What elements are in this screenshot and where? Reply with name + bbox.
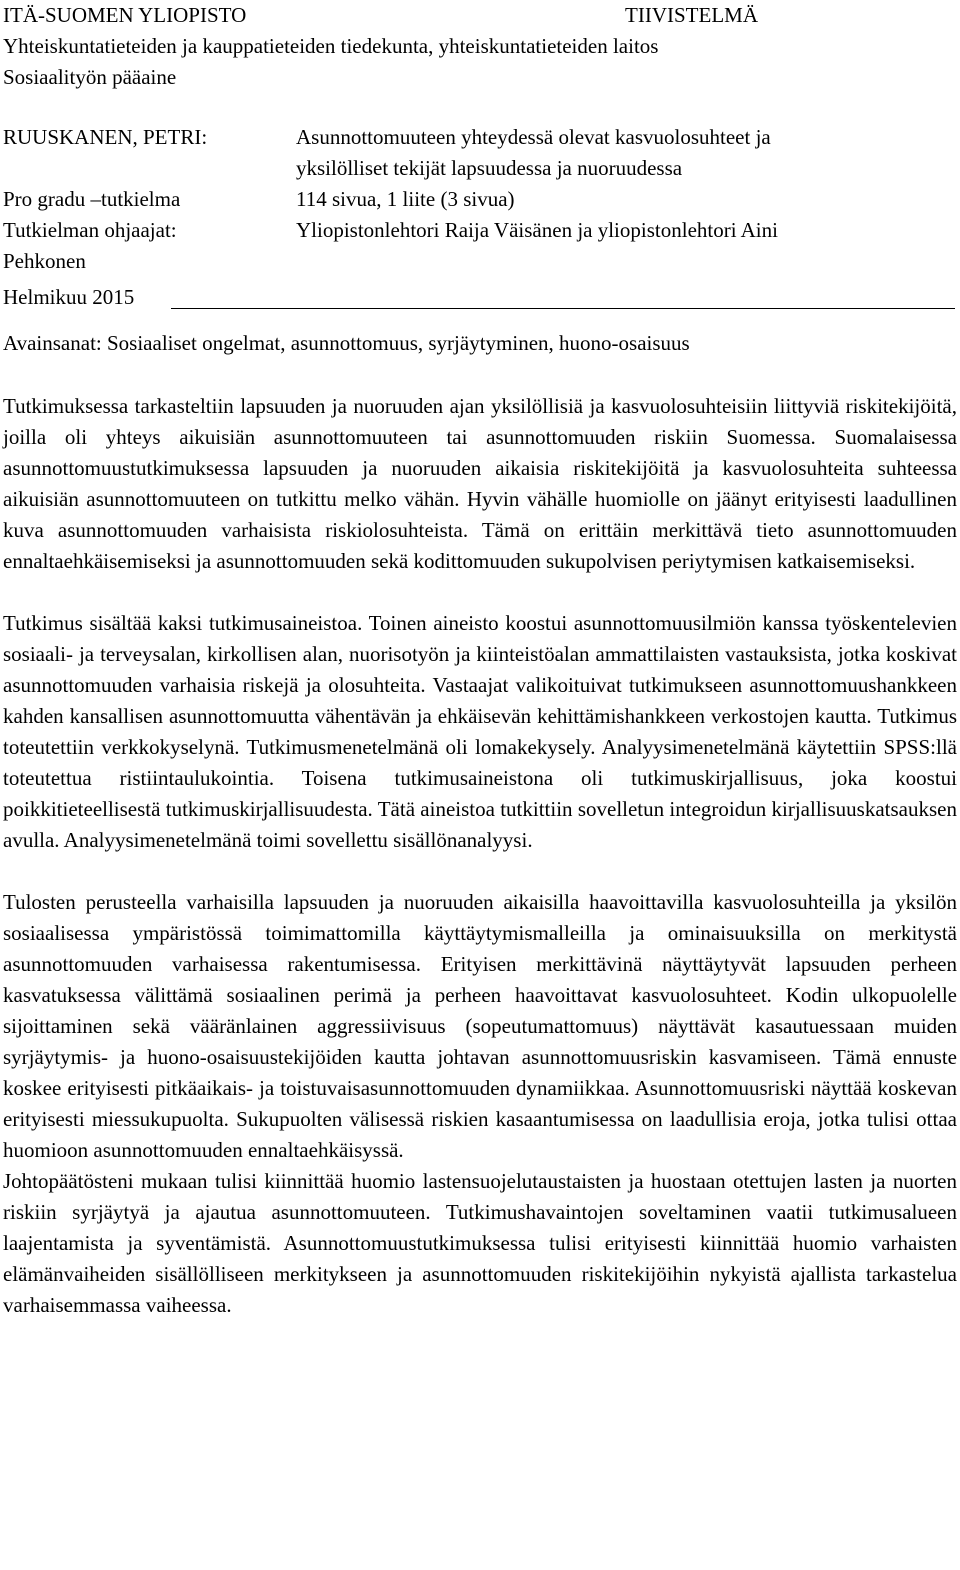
abstract-paragraph-2: Tutkimus sisältää kaksi tutkimusaineistoa. Toinen aineisto koostui asunnottomuusilmiön kanssa työskentelevien sosiaali- ja terveysalan, kirkollisen alan, nuorisotyön ja kiinteistöalan ammattilaisten vastauksista, jotka koskivat asunnottomuuden varhaisia riskejä ja olosuhteita. Vastaajat valikoituivat tutkimukseen asunnottomuushankkeen kahden kansallisen asunnottomuutta vähentävän ja ehkäisevän kehittämishankkeen verkostojen kautta. Tutkimus toteutettiin verkkokyselynä. Tutkimusmenetelmänä oli lomakekysely. Analyysimenetelmänä käytettiin SPSS:llä toteutettua ristiintaulukointia. Toisena tutkimusaineistona oli tutkimuskirjallisuus, joka koostui poikkitieteellisestä tutkimuskirjallisuudesta. Tätä aineistoa tutkittiin sovelletun integroidun kirjallisuuskatsauksen avulla. Analyysimenetelmänä toimi sovellettu sisällönanalyysi. xyxy=(3,611,957,852)
supervisors-label: Tutkielman ohjaajat: xyxy=(3,218,177,242)
major-line: Sosiaalityön pääaine xyxy=(3,65,177,89)
thesis-type-label: Pro gradu –tutkielma xyxy=(3,187,181,211)
header-row xyxy=(3,0,758,31)
thesis-metadata xyxy=(3,122,957,282)
thesis-title-line-1: Asunnottomuuteen yhteydessä olevat kasvuolosuhteet ja xyxy=(296,125,771,149)
abstract-paragraph-1: Tutkimuksessa tarkasteltiin lapsuuden ja nuoruuden ajan yksilöllisiä ja kasvuolosuhteisiin liittyviä riskitekijöitä, joilla oli yhteys aikuisiän asunnottomuuteen tai asunnottomuuden riskiin Suomessa. Suomalaisessa asunnottomuustutkimuksessa lapsuuden ja nuoruuden aikaisia riskitekijöitä ja kasvuolosuhteita suhteessa aikuisiän asunnottomuuteen on tutkittu melko vähän. Hyvin vähälle huomiolle on jäänyt erityisesti laadullinen kuva asunnottomuuden varhaisista riskiolosuhteista. Tämä on erittäin merkittävä tieto asunnottomuuden ennaltaehkäisemiseksi ja asunnottomuuden sekä kodittomuuden sukupolvisen periytymisen katkaisemiseksi. xyxy=(3,394,957,573)
abstract-paragraph-3: Tulosten perusteella varhaisilla lapsuuden ja nuoruuden aikaisilla haavoittavilla kasvuolosuhteilla ja yksilön sosiaalisessa ympäristössä toimimattomilla käyttäytymismalleilla ja ominaisuuksilla on merkitystä asunnottomuuden varhaisessa rakentumisessa. Erityisen merkittävinä näyttäytyvät lapsuuden perheen kasvatuksessa välittämä sosiaalinen perimä ja perheen haavoittavat kasvuolosuhteet. Kodin ulkopuolelle sijoittaminen sekä vääränlainen aggressiivisuus (sopeutumattomuus) näyttävät kasautuessaan muiden syrjäytymis- ja huono-osaisuustekijöiden kautta johtavan asunnottomuusriskin kasvamiseen. Tämä ennuste koskee erityisesti pitkäaikais- ja toistuvaisasunnottomuuden dynamiikkaa. Asunnottomuusriski näyttää koskevan erityisesti miessukupuolta. Sukupuolten välisessä riskien kasaantumisessa on laadullisia eroja, jotka tulisi ottaa huomioon asunnottomuuden ennaltaehkäisyssä. xyxy=(3,890,957,1162)
supervisors-continued: Pehkonen xyxy=(3,249,86,273)
page-count: 114 sivua, 1 liite (3 sivua) xyxy=(296,187,515,211)
supervisors: Yliopistonlehtori Raija Väisänen ja yliopistonlehtori Aini xyxy=(296,218,778,242)
keywords-line: Avainsanat: Sosiaaliset ongelmat, asunnottomuus, syrjäytyminen, huono-osaisuus xyxy=(3,331,690,355)
university-name: ITÄ-SUOMEN YLIOPISTO xyxy=(3,3,247,27)
date-underline xyxy=(171,308,955,309)
faculty-line: Yhteiskuntatieteiden ja kauppatieteiden tiedekunta, yhteiskuntatieteiden laitos xyxy=(3,34,659,58)
author-name: RUUSKANEN, PETRI: xyxy=(3,125,208,149)
abstract-paragraph-4: Johtopäätösteni mukaan tulisi kiinnittää huomio lastensuojelutaustaisten ja huostaan otettujen lasten ja nuorten riskiin syrjäytyä ja ajautua asunnottomuuteen. Tutkimushavaintojen soveltaminen vaatii tutkimusalueen laajentamista ja syventämistä. Asunnottomuustutkimuksessa tulisi erityisesti kiinnittää huomio varhaisten elämänvaiheiden sisällölliseen merkitykseen ja asunnottomuuden riskitekijöihin nykyistä ajallista tarkastelua varhaisemmassa vaiheessa. xyxy=(3,1169,957,1317)
document-type: TIIVISTELMÄ xyxy=(625,3,758,27)
submission-date: Helmikuu 2015 xyxy=(3,285,135,309)
date-row xyxy=(3,282,957,313)
abstract-page xyxy=(3,0,957,1321)
thesis-title-line-2: yksilölliset tekijät lapsuudessa ja nuoruudessa xyxy=(296,156,683,180)
